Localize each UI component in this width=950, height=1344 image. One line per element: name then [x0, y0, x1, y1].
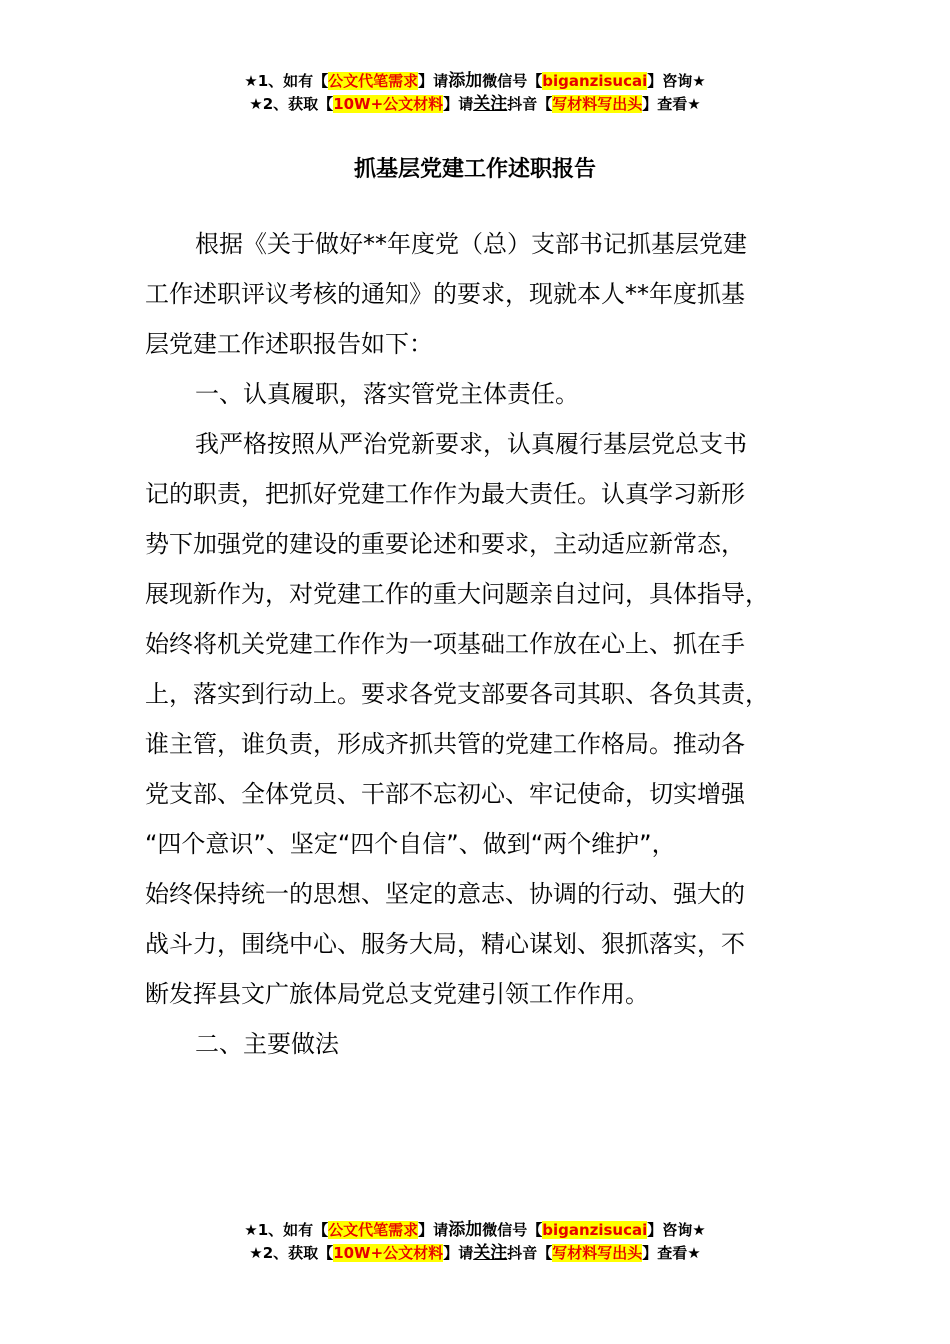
promo-line-1: [0, 70, 950, 93]
promo-text: ★2、获取【: [249, 1244, 334, 1262]
paragraph-line: 上，落实到行动上。要求各党支部要各司其职、各负其责，: [145, 680, 769, 708]
section-heading: 一、认真履职，落实管党主体责任。: [195, 380, 579, 408]
promo-emphasis: 关注: [473, 94, 508, 114]
promo-header: [0, 70, 950, 116]
paragraph-line: 势下加强党的建设的重要论述和要求，主动适应新常态，: [145, 530, 745, 558]
promo-text: 抖音【: [507, 1244, 553, 1262]
promo-highlight: biganzisucai: [542, 72, 648, 90]
paragraph-line: 根据《关于做好**年度党（总）支部书记抓基层党建: [195, 230, 747, 258]
promo-text: 】查看★: [642, 1244, 701, 1262]
promo-text: 】请: [418, 72, 449, 90]
paragraph-line: 战斗力，围绕中心、服务大局，精心谋划、狠抓落实，不: [145, 930, 745, 958]
promo-highlight: 写材料写出头: [552, 1244, 643, 1262]
paragraph-line: 我严格按照从严治党新要求，认真履行基层党总支书: [195, 430, 747, 458]
promo-text: ★2、获取【: [249, 95, 334, 113]
paragraph-line: 党支部、全体党员、干部不忘初心、牢记使命，切实增强: [145, 780, 745, 808]
promo-highlight: 公文代笔需求: [328, 72, 419, 90]
promo-highlight: 公文代笔需求: [328, 1221, 419, 1239]
promo-highlight: 10W+公文材料: [333, 1244, 444, 1262]
section-heading: 二、主要做法: [195, 1030, 339, 1058]
paragraph-line: 展现新作为，对党建工作的重大问题亲自过问，具体指导，: [145, 580, 769, 608]
promo-text: 抖音【: [507, 95, 553, 113]
promo-text: 】咨询★: [647, 1221, 706, 1239]
paragraph-line: 工作述职评议考核的通知》的要求，现就本人**年度抓基: [145, 280, 745, 308]
paragraph-line: “四个意识”、坚定“四个自信”、做到“两个维护”，: [145, 830, 676, 858]
promo-emphasis: 添加: [448, 71, 483, 91]
promo-text: 】请: [443, 1244, 474, 1262]
document-title: 抓基层党建工作述职报告: [353, 157, 596, 182]
paragraph-line: 层党建工作述职报告如下：: [145, 330, 433, 358]
promo-text: 】请: [443, 95, 474, 113]
paragraph-line: 始终保持统一的思想、坚定的意志、协调的行动、强大的: [145, 880, 745, 908]
paragraph-line: 始终将机关党建工作作为一项基础工作放在心上、抓在手: [145, 630, 745, 658]
promo-text: ★1、如有【: [244, 1221, 329, 1239]
promo-text: 】请: [418, 1221, 449, 1239]
promo-line-2: [0, 1242, 950, 1265]
promo-highlight: 写材料写出头: [552, 95, 643, 113]
promo-text: 】查看★: [642, 95, 701, 113]
promo-line-2: [0, 93, 950, 116]
promo-line-1: [0, 1219, 950, 1242]
paragraph-line: 谁主管，谁负责，形成齐抓共管的党建工作格局。推动各: [145, 730, 745, 758]
promo-footer: [0, 1219, 950, 1265]
promo-emphasis: 关注: [473, 1243, 508, 1263]
paragraph-line: 记的职责，把抓好党建工作作为最大责任。认真学习新形: [145, 480, 745, 508]
promo-highlight: 10W+公文材料: [333, 95, 444, 113]
promo-text: 微信号【: [482, 72, 543, 90]
paragraph-line: 断发挥县文广旅体局党总支党建引领工作作用。: [145, 980, 649, 1008]
promo-text: 】咨询★: [647, 72, 706, 90]
promo-text: 微信号【: [482, 1221, 543, 1239]
promo-highlight: biganzisucai: [542, 1221, 648, 1239]
document-body: [145, 219, 805, 1069]
promo-text: ★1、如有【: [244, 72, 329, 90]
promo-emphasis: 添加: [448, 1220, 483, 1240]
